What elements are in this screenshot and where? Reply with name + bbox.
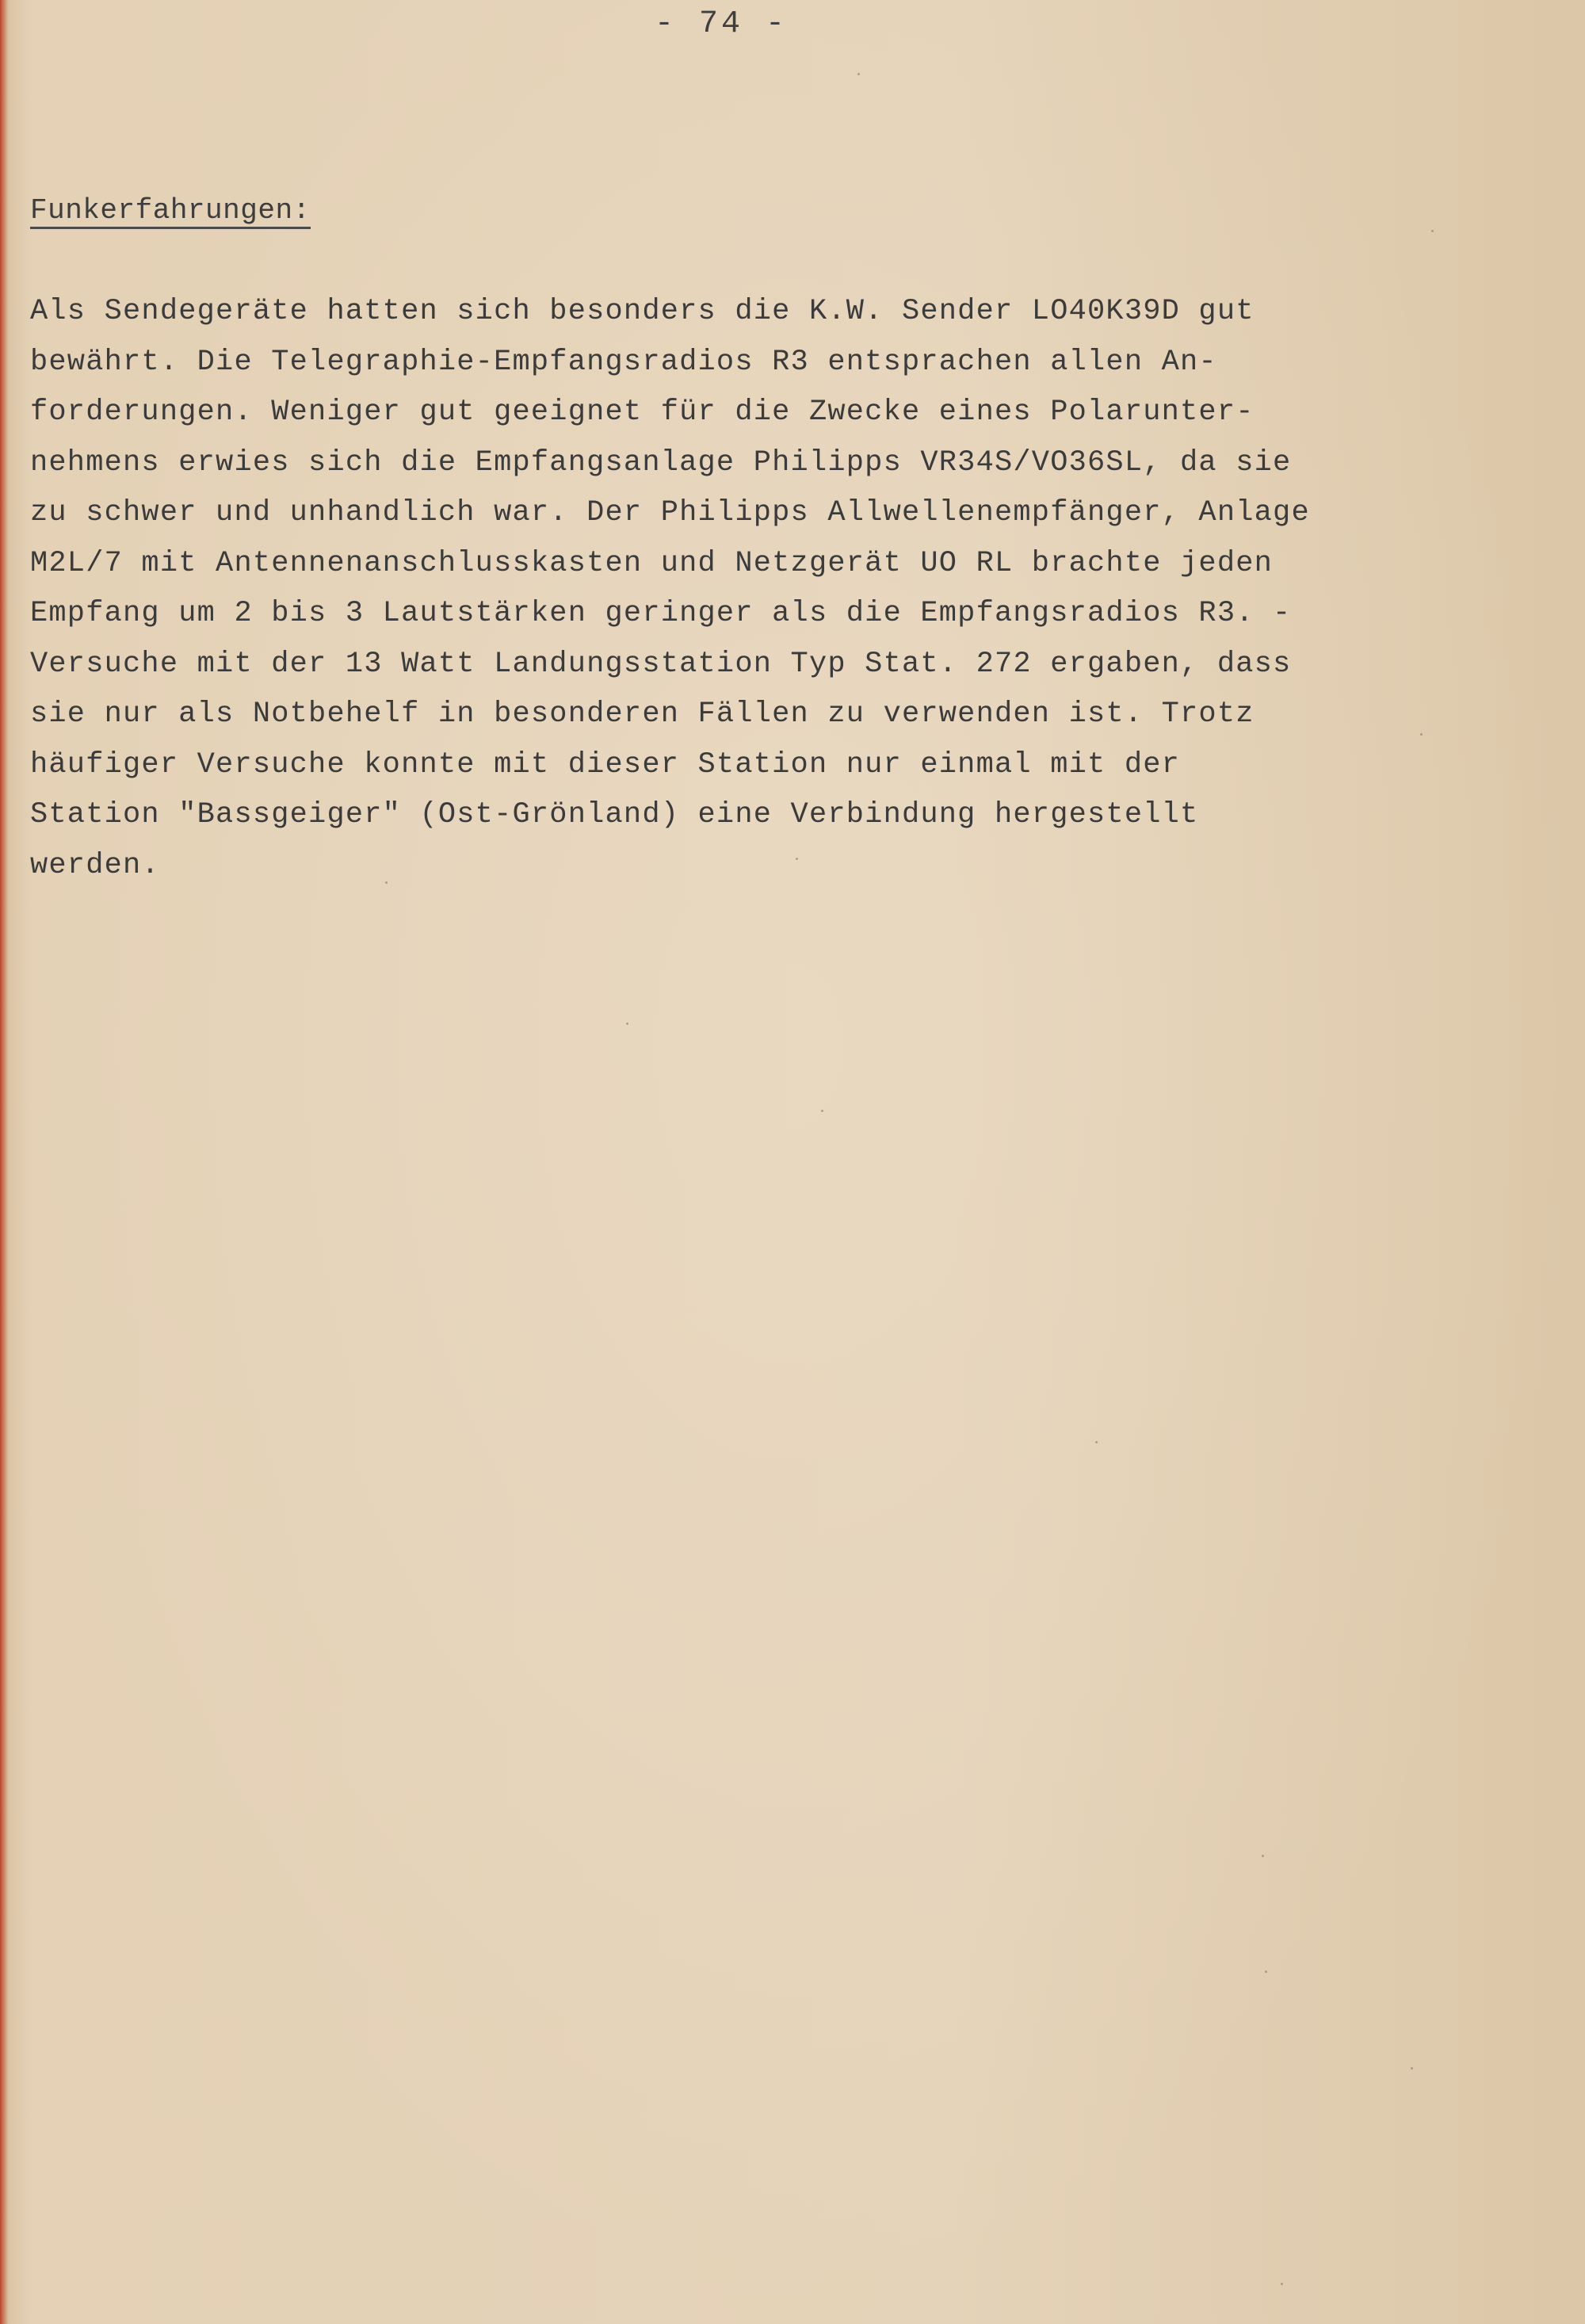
text-line: zu schwer und unhandlich war. Der Philipps Allwellenempfänger, Anlage (30, 496, 1310, 529)
text-line: M2L/7 mit Antennenanschlusskasten und Netzgerät UO RL brachte jeden (30, 546, 1274, 580)
text-line: nehmens erwies sich die Empfangsanlage Philipps VR34S/VO36SL, da sie (30, 445, 1292, 480)
binding-edge (0, 0, 8, 2324)
text-line: bewährt. Die Telegraphie-Empfangsradios R3 entsprachen allen An- (30, 345, 1217, 379)
paper-speck (821, 1110, 823, 1112)
paper-speck (1411, 2067, 1413, 2070)
text-line: Versuche mit der 13 Watt Landungsstation Typ Stat. 272 ergaben, dass (30, 647, 1292, 681)
paper-speck (1420, 733, 1423, 736)
text-line: sie nur als Notbehelf in besonderen Fällen zu verwenden ist. Trotz (30, 698, 1255, 731)
section-heading: Funkerfahrungen: (30, 195, 311, 229)
paper-speck (1265, 1970, 1267, 1973)
text-line: Empfang um 2 bis 3 Lautstärken geringer als die Empfangsradios R3. - (30, 597, 1292, 630)
text-line: häufiger Versuche konnte mit dieser Station nur einmal mit der (30, 747, 1181, 782)
text-line: forderungen. Weniger gut geeignet für die Zwecke eines Polarunter- (30, 396, 1255, 429)
text-line: Als Sendegeräte hatten sich besonders die K.W. Sender LO40K39D gut (30, 295, 1255, 328)
paper-speck (385, 881, 388, 884)
text-line: Station "Bassgeiger" (Ost-Grönland) eine Verbindung hergestellt (30, 798, 1199, 831)
paper-speck (857, 73, 860, 75)
text-line: werden. (30, 848, 160, 882)
paper-speck (1281, 2283, 1283, 2285)
paper-speck (1095, 1441, 1098, 1443)
body-paragraph (30, 287, 1520, 891)
page-number: - 74 - (654, 6, 789, 42)
paper-speck (1431, 230, 1434, 232)
paper-speck (626, 1022, 628, 1025)
paper-speck (796, 858, 798, 860)
paper-speck (1262, 1855, 1264, 1857)
